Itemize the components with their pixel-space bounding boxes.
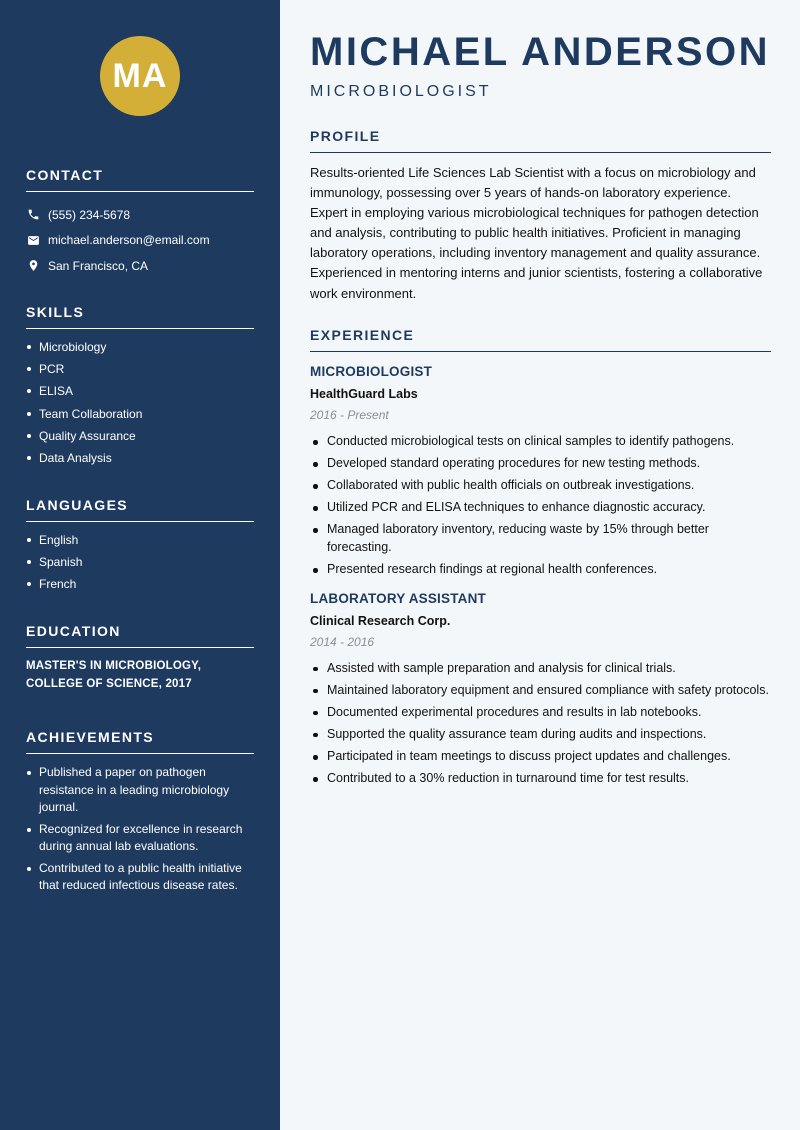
job-bullet: Assisted with sample preparation and analysis for clinical trials. bbox=[310, 660, 771, 678]
contact-phone-row bbox=[26, 202, 254, 228]
profile-section bbox=[310, 128, 771, 304]
experience-section bbox=[310, 327, 771, 792]
job-dates: 2016 - Present bbox=[310, 408, 389, 422]
contact-location-row bbox=[26, 253, 254, 279]
contact-section bbox=[26, 167, 254, 279]
job-bullet: Conducted microbiological tests on clinical samples to identify pathogens. bbox=[310, 433, 771, 451]
profile-heading: PROFILE bbox=[310, 128, 771, 153]
achievements-heading: ACHIEVEMENTS bbox=[26, 729, 254, 754]
contact-phone: (555) 234-5678 bbox=[48, 207, 131, 222]
job-entry bbox=[310, 591, 771, 788]
education-heading: EDUCATION bbox=[26, 623, 254, 648]
language-item: English bbox=[26, 532, 254, 554]
job-bullets bbox=[310, 433, 771, 579]
job-bullet: Utilized PCR and ELISA techniques to enhance diagnostic accuracy. bbox=[310, 499, 771, 517]
contact-location: San Francisco, CA bbox=[48, 258, 149, 273]
skills-list bbox=[26, 339, 254, 472]
job-bullets bbox=[310, 660, 771, 788]
experience-heading: EXPERIENCE bbox=[310, 327, 771, 352]
skill-item: ELISA bbox=[26, 383, 254, 405]
contact-email: michael.anderson@email.com bbox=[48, 233, 210, 248]
skill-item: Data Analysis bbox=[26, 450, 254, 472]
job-bullet: Developed standard operating procedures for new testing methods. bbox=[310, 455, 771, 473]
languages-list bbox=[26, 532, 254, 599]
education-degree: MASTER'S IN MICROBIOLOGY, COLLEGE OF SCIENCE, 2017 bbox=[26, 660, 202, 690]
job-bullet: Contributed to a 30% reduction in turnaround time for test results. bbox=[310, 770, 771, 788]
skill-item: PCR bbox=[26, 361, 254, 383]
skill-item: Microbiology bbox=[26, 339, 254, 361]
language-item: French bbox=[26, 576, 254, 598]
language-item: Spanish bbox=[26, 554, 254, 576]
job-company: Clinical Research Corp. bbox=[310, 613, 451, 628]
sidebar bbox=[0, 0, 280, 1130]
contact-email-row bbox=[26, 228, 254, 254]
job-bullet: Managed laboratory inventory, reducing waste by 15% through better forecasting. bbox=[310, 521, 771, 556]
job-company: HealthGuard Labs bbox=[310, 387, 418, 401]
email-icon bbox=[26, 233, 40, 247]
phone-icon bbox=[26, 208, 40, 222]
achievements-section bbox=[26, 729, 254, 899]
job-bullet: Supported the quality assurance team during audits and inspections. bbox=[310, 726, 771, 744]
skills-heading: SKILLS bbox=[26, 304, 254, 329]
monogram-avatar: MA bbox=[100, 36, 180, 116]
skill-item: Quality Assurance bbox=[26, 428, 254, 450]
job-bullet: Maintained laboratory equipment and ensured compliance with safety protocols. bbox=[310, 682, 771, 700]
job-bullet: Participated in team meetings to discuss project updates and challenges. bbox=[310, 748, 771, 766]
job-title: LABORATORY ASSISTANT bbox=[310, 590, 487, 606]
achievement-item: Recognized for excellence in research during annual lab evaluations. bbox=[26, 821, 254, 856]
candidate-name: MICHAEL ANDERSON bbox=[310, 30, 771, 74]
skills-section bbox=[26, 304, 254, 472]
skill-item: Team Collaboration bbox=[26, 406, 254, 428]
achievements-list bbox=[26, 764, 254, 895]
job-entry bbox=[310, 364, 771, 579]
candidate-title: MICROBIOLOGIST bbox=[310, 83, 492, 100]
profile-text: Results-oriented Life Sciences Lab Scientist with a focus on microbiology and immunology, possessing over 5 years of hands-on laboratory experience. Expert in employing various microbiological techniques for pathogen detection and analysis, contributing to public health initiatives. Proficient in managing laboratory operations, including inventory management and quality assurance. Experienced in mentoring interns and junior scientists, fostering a collaborative work environment. bbox=[310, 165, 763, 301]
job-dates: 2014 - 2016 bbox=[310, 634, 375, 649]
job-bullet: Presented research findings at regional health conferences. bbox=[310, 561, 771, 579]
job-bullet: Documented experimental procedures and results in lab notebooks. bbox=[310, 704, 771, 722]
contact-heading: CONTACT bbox=[26, 167, 254, 192]
languages-section bbox=[26, 497, 254, 599]
achievement-item: Contributed to a public health initiative that reduced infectious disease rates. bbox=[26, 860, 254, 895]
achievement-item: Published a paper on pathogen resistance in a leading microbiology journal. bbox=[26, 764, 254, 817]
location-pin-icon bbox=[26, 259, 40, 273]
languages-heading: LANGUAGES bbox=[26, 497, 254, 522]
education-section bbox=[26, 623, 254, 693]
job-title: MICROBIOLOGIST bbox=[310, 364, 433, 379]
job-bullet: Collaborated with public health officials on outbreak investigations. bbox=[310, 477, 771, 495]
